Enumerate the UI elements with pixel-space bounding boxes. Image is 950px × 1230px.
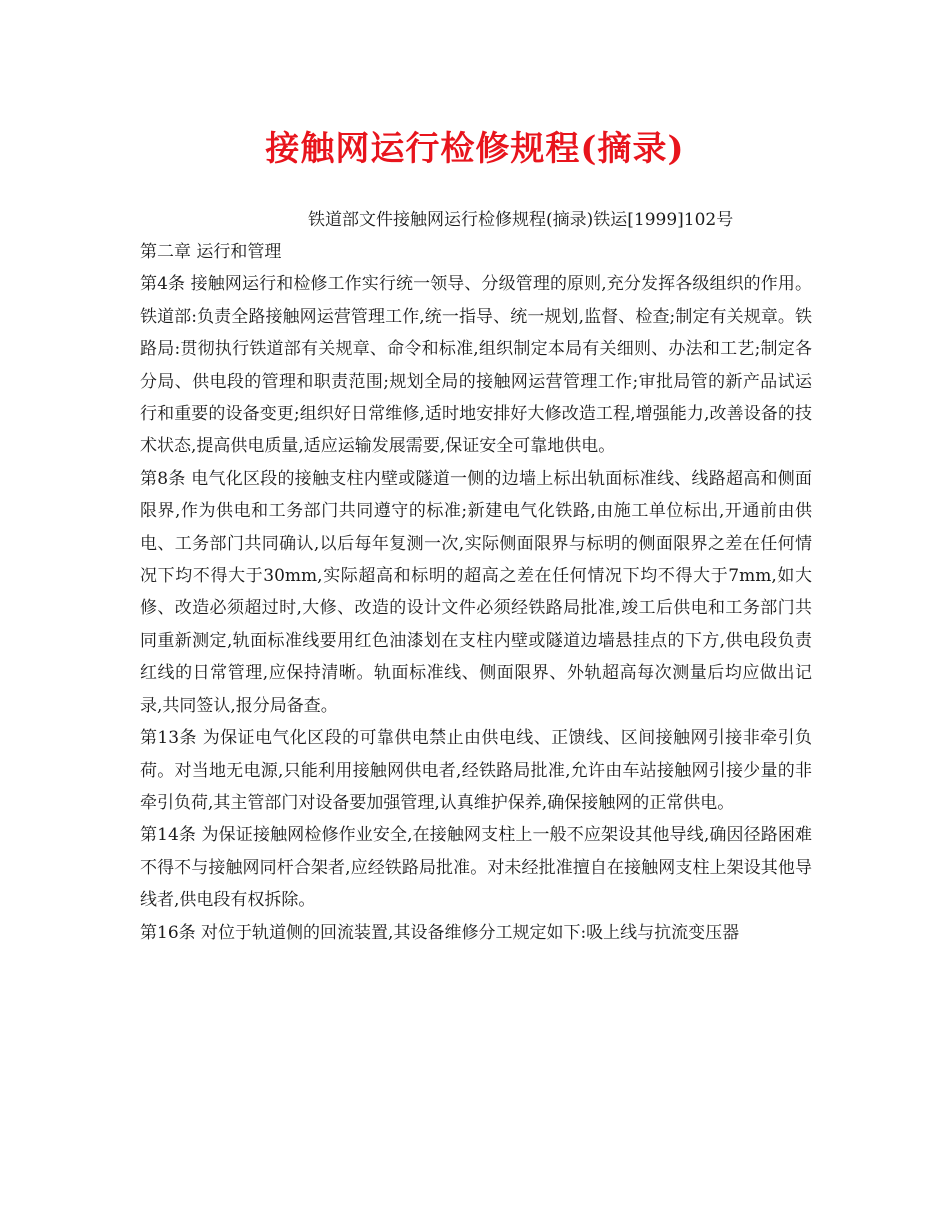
article-paragraph: 第14条 为保证接触网检修作业安全,在接触网支柱上一般不应架设其他导线,确因径路困难不得不与接触网同杆合架者,应经铁路局批准。对未经批准擅自在接触网支柱上架设其他导线者,供电段有权拆除。 bbox=[140, 825, 812, 911]
chapter-heading: 第二章 运行和管理 bbox=[140, 242, 282, 262]
article-paragraph: 第16条 对位于轨道侧的回流装置,其设备维修分工规定如下:吸上线与抗流变压器 bbox=[140, 922, 740, 943]
article-paragraph: 第8条 电气化区段的接触支柱内壁或隧道一侧的边墙上标出轨面标准线、线路超高和侧面限界,作为供电和工务部门共同遵守的标准;新建电气化铁路,由施工单位标出,开通前由供电、工务部门共同确认,以后每年复测一次,实际侧面限界与标明的侧面限界之差在任何情况下均不得大于30mm,实际超高和标明的超高之差在任何情况下均不得大于7mm,如大修、改造必须超过时,大修、改造的设计文件必须经铁路局批准,竣工后供电和工务部门共同重新测定,轨面标准线要用红色油漆划在支柱内壁或隧道边墙悬挂点的下方,供电段负责红线的日常管理,应保持清晰。轨面标准线、侧面限界、外轨超高每次测量后均应做出记录,共同签认,报分局备查。 bbox=[140, 468, 812, 716]
document-title: 接触网运行检修规程(摘录) bbox=[265, 129, 685, 169]
article-paragraph: 第4条 接触网运行和检修工作实行统一领导、分级管理的原则,充分发挥各级组织的作用。铁道部:负责全路接触网运营管理工作,统一指导、统一规划,监督、检查;制定有关规章。铁路局:贯彻执行铁道部有关规章、命令和标准,组织制定本局有关细则、办法和工艺;制定各分局、供电段的管理和职责范围;规划全局的接触网运营管理工作;审批局管的新产品试运行和重要的设备变更;组织好日常维修,适时地安排好大修改造工程,增强能力,改善设备的技术状态,提高供电质量,适应运输发展需要,保证安全可靠地供电。 bbox=[140, 274, 812, 457]
document-source: 铁道部文件接触网运行检修规程(摘录)铁运[1999]102号 bbox=[308, 210, 734, 230]
article-paragraph: 第13条 为保证电气化区段的可靠供电禁止由供电线、正馈线、区间接触网引接非牵引负荷。对当地无电源,只能利用接触网供电者,经铁路局批准,允许由车站接触网引接少量的非牵引负荷,其主管部门对设备要加强管理,认真维护保养,确保接触网的正常供电。 bbox=[140, 728, 812, 813]
document-body bbox=[140, 236, 812, 949]
